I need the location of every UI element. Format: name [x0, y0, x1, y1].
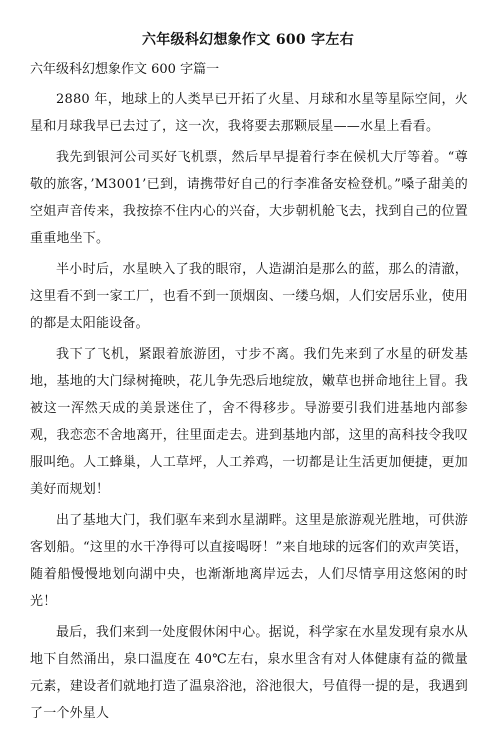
document-subtitle: 六年级科幻想象作文 600 字篇一 [30, 62, 220, 77]
paragraph: 最后，我们来到一处度假休闲中心。据说，科学家在水星发现有泉水从地下自然涌出，泉口温度在 40℃左右，泉水里含有对人体健康有益的微量元素，建设者们就地打造了温泉浴池，浴池很大，号值得一提的是，我遇到了一个外星人 [30, 625, 468, 721]
paragraph: 我下了飞机，紧跟着旅游团，寸步不离。我们先来到了水星的研发基地，基地的大门绿树掩映，花儿争先恐后地绽放，嫩草也拼命地往上冒。我被这一浑然天成的美景迷住了，舍不得移步。导游要引我们进基地内部参观，我恋恋不舍地离开，往里面走去。进到基地内部，这里的高科技令我叹服叫绝。人工蜂巢，人工草坪，人工养鸡，一切都是让生活更加便捷，更加美好而规划！ [30, 347, 468, 497]
paragraph: 2880 年，地球上的人类早已开拓了火星、月球和水星等星际空间，火星和月球我早已去过了，这一次，我将要去那颗辰星——水星上看看。 [30, 92, 468, 134]
paragraph: 半小时后，水星映入了我的眼帘，人造湖泊是那么的蓝，那么的清澈，这里看不到一家工厂，也看不到一顶烟囱、一缕乌烟，人们安居乐业，使用的都是太阳能设备。 [30, 262, 468, 331]
document-body [30, 86, 468, 731]
document-title: 六年级科幻想象作文 600 字左右 [141, 32, 355, 48]
paragraph: 出了基地大门，我们驱车来到水星湖畔。这里是旅游观光胜地，可供游客划船。“这里的水干净得可以直接喝呀！”来自地球的远客们的欢声笑语，随着船慢慢地划向湖中央，也渐渐地离岸远去，人们尽情享用这悠闲的时光！ [30, 513, 468, 609]
paragraph: 我先到银河公司买好飞机票，然后早早提着行李在候机大厅等着。“尊敬的旅客，’M3001’已到，请携带好自己的行李准备安检登机。”嗓子甜美的空姐声音传来，我按捺不住内心的兴奋，大步朝机舱飞去，找到自己的位置重重地坐下。 [30, 150, 468, 246]
